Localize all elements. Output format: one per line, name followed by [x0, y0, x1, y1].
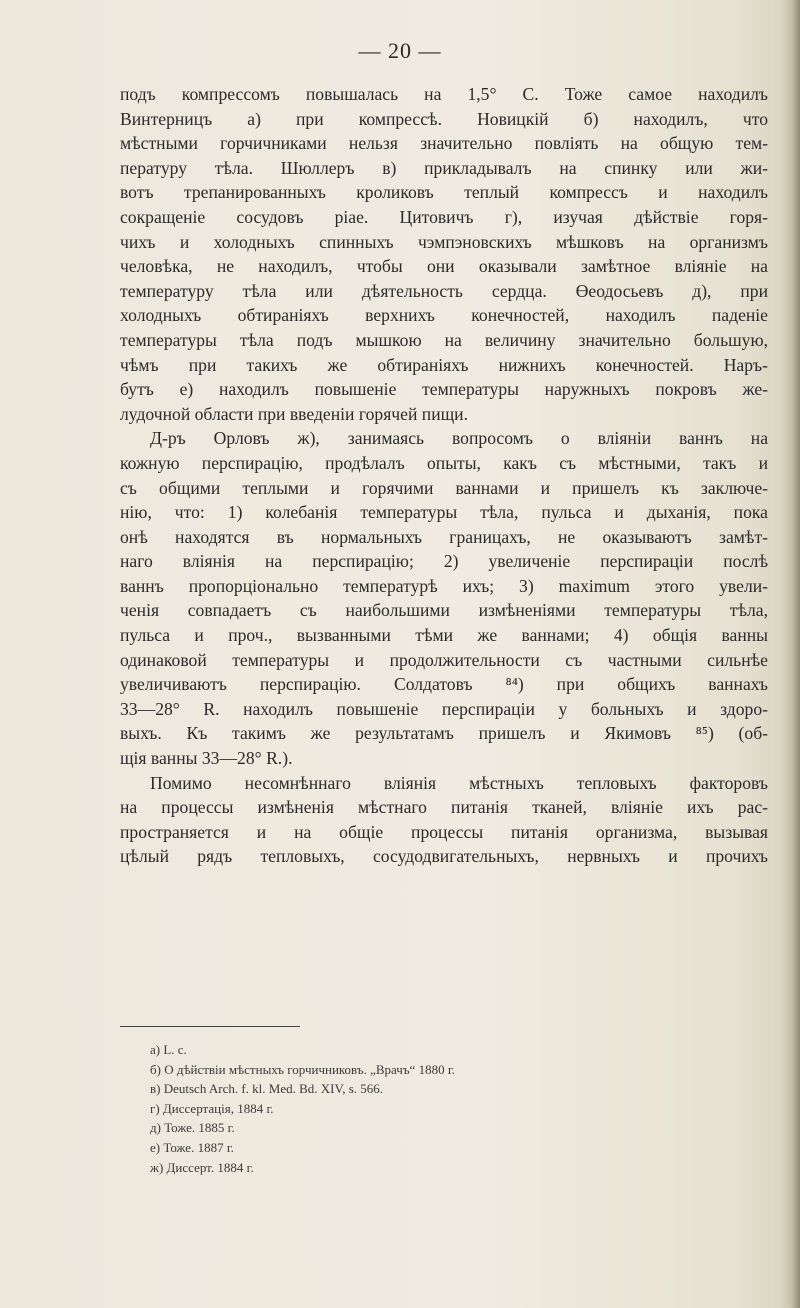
text-line: Помимо несомнѣннаго вліянія мѣстныхъ тепловыхъ факторовъ	[150, 772, 768, 793]
footnote: а) L. c.	[150, 1042, 187, 1057]
text-line: холодныхъ обтираніяхъ верхнихъ конечностей, находилъ паденіе	[120, 305, 768, 326]
text-line: цѣлый рядъ тепловыхъ, сосудодвигательныхъ, нервныхъ и прочихъ	[120, 846, 768, 867]
text-line: 33—28° R. находилъ повышеніе перспираціи у больныхъ и здоро-	[120, 698, 768, 719]
text-line: ваннъ пропорціонально температурѣ ихъ; 3) maximum этого увели-	[120, 575, 768, 596]
text-line: онѣ находятся въ нормальныхъ границахъ, не оказываютъ замѣт-	[120, 526, 768, 547]
text-line: пространяется и на общіе процессы питанія организма, вызывая	[120, 821, 768, 842]
text-line: съ общими теплыми и горячими ваннами и пришелъ къ заключе-	[120, 477, 768, 498]
text-line: увеличиваютъ перспирацію. Солдатовъ ⁸⁴) при общихъ ваннахъ	[120, 674, 768, 695]
text-line: чѣмъ при такихъ же обтираніяхъ нижнихъ конечностей. Наръ-	[120, 354, 768, 375]
footnote: ж) Диссерт. 1884 г.	[150, 1159, 254, 1175]
text-line: наго вліянія на перспирацію; 2) увеличеніе перспираціи послѣ	[120, 551, 768, 572]
footnote-separator	[120, 1026, 300, 1027]
text-line: щія ванны 33—28° R.).	[120, 748, 293, 769]
text-line: сокращеніе сосудовъ pіае. Цитовичъ г), изучая дѣйствіе горя-	[120, 206, 768, 227]
main-text	[120, 82, 768, 869]
text-line: Д-ръ Орловъ ж), занимаясь вопросомъ о вліяніи ваннъ на	[150, 428, 768, 449]
text-line: подъ компрессомъ повышалась на 1,5° С. Тоже самое находилъ	[120, 84, 768, 104]
text-line: ченія совпадаетъ съ наибольшими измѣненіями температуры тѣла,	[120, 600, 768, 621]
text-line: бутъ е) находилъ повышеніе температуры наружныхъ покровъ же-	[120, 379, 768, 400]
page-number: — 20 —	[358, 38, 442, 63]
text-line: выхъ. Къ такимъ же результатамъ пришелъ и Якимовъ ⁸⁵) (об-	[120, 723, 768, 744]
text-line: температуры тѣла подъ мышкою на величину значительно большую,	[120, 329, 768, 350]
footnote: д) Тоже. 1885 г.	[150, 1120, 235, 1136]
text-line: пульса и проч., вызванными тѣми же ваннами; 4) общія ванны	[120, 625, 768, 646]
text-line: вотъ трепанированныхъ кроликовъ теплый компрессъ и находилъ	[120, 182, 768, 203]
text-line: одинаковой температуры и продолжительности съ частными сильнѣе	[120, 649, 768, 670]
text-line: человѣка, не находилъ, чтобы они оказывали замѣтное вліяніе на	[120, 256, 768, 277]
page-edge-shadow	[782, 0, 800, 1308]
footnote: б) О дѣйствіи мѣстныхъ горчичниковъ. „Врачъ“ 1880 г.	[150, 1061, 455, 1077]
footnote: г) Диссертація, 1884 г.	[150, 1100, 274, 1116]
footnote: в) Deutsch Arch. f. kl. Med. Bd. XIV, s. 566.	[150, 1081, 384, 1097]
text-line: мѣстными горчичниками нельзя значительно повліять на общую тем-	[120, 133, 768, 154]
text-line: нію, что: 1) колебанія температуры тѣла, пульса и дыханія, пока	[120, 502, 768, 523]
text-line: Винтерницъ а) при компрессѣ. Новицкій б) находилъ, что	[120, 108, 768, 129]
text-line: температуру тѣла или дѣятельность сердца. Өеодосьевъ д), при	[120, 280, 768, 301]
text-line: пературу тѣла. Шюллеръ в) прикладывалъ на спинку или жи-	[120, 157, 768, 178]
footnote: е) Тоже. 1887 г.	[150, 1139, 234, 1155]
text-line: на процессы измѣненія мѣстнаго питанія тканей, вліяніе ихъ рас-	[120, 797, 768, 818]
text-line: чихъ и холодныхъ спинныхъ чэмпэновскихъ мѣшковъ на организмъ	[120, 231, 768, 252]
footnotes	[150, 1040, 710, 1177]
text-line: лудочной области при введеніи горячей пищи.	[120, 403, 468, 424]
text-line: кожную перспирацію, продѣлалъ опыты, какъ съ мѣстными, такъ и	[120, 452, 768, 473]
